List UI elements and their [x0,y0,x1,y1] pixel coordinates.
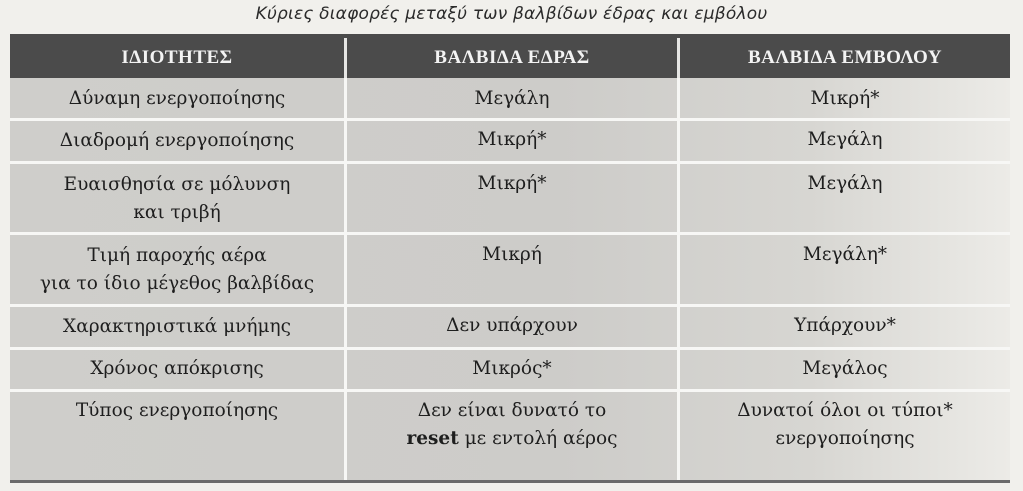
table-cell-property: Ευαισθησία σε μόλυνση [63,174,291,195]
table-caption: Κύριες διαφορές μεταξύ των βαλβίδων έδρας και εμβόλου [255,4,768,24]
table-cell-property: Διαδρομή ενεργοποίησης [59,130,295,151]
row-divider [10,347,1010,350]
table-cell-seat: Δεν υπάρχουν [446,315,578,336]
table-header-row [10,34,1010,78]
table-cell-piston: Μεγάλη [807,129,883,150]
table-cell-property: Χαρακτηριστικά μνήμης [63,316,291,337]
header-piston-valve: ΒΑΛΒΙΔΑ ΕΜΒΟΛΟΥ [747,47,943,68]
table-cell-seat: Μικρή* [477,129,547,150]
table-cell-piston: Μεγάλη [807,173,883,194]
header-seat-valve: ΒΑΛΒΙΔΑ ΕΔΡΑΣ [434,47,590,68]
table-cell-seat: Μικρή* [477,173,547,194]
table-cell-property: Χρόνος απόκρισης [90,358,264,379]
table-cell-seat [347,425,677,453]
row-divider [10,161,1010,164]
header-properties: ΙΔΙΟΤΗΤΕΣ [121,47,233,68]
table-cell-property: και τριβή [133,202,221,223]
row-divider [10,118,1010,121]
table-cell-seat: Δεν είναι δυνατό το [417,400,607,421]
table-cell-piston: Μεγάλη* [802,244,888,265]
row-divider [10,232,1010,235]
reset-keyword: reset [406,428,459,449]
table-cell-seat: Μεγάλη [474,88,550,109]
comparison-table [10,34,1010,480]
table-cell-piston: Μεγάλος [802,358,888,379]
table-cell-property: Τιμή παροχής αέρα [87,245,267,266]
table-cell-piston: Μικρή* [810,88,880,109]
table-cell-property: Τύπος ενεργοποίησης [75,400,279,421]
table-cell-property: Δύναμη ενεργοποίησης [68,88,286,109]
row-divider [10,304,1010,307]
table-cell-piston: Δυνατοί όλοι οι τύποι* [737,400,953,421]
table-cell-property: για το ίδιο μέγεθος βαλβίδας [39,273,315,294]
table-cell-seat: Μικρή [482,244,542,265]
table-cell-seat: Μικρός* [472,358,552,379]
table-cell-piston: Υπάρχουν* [794,315,896,336]
table-cell-seat-text: με εντολή αέρος [464,428,618,449]
table-cell-piston: ενεργοποίησης [775,428,915,449]
row-divider [10,389,1010,392]
